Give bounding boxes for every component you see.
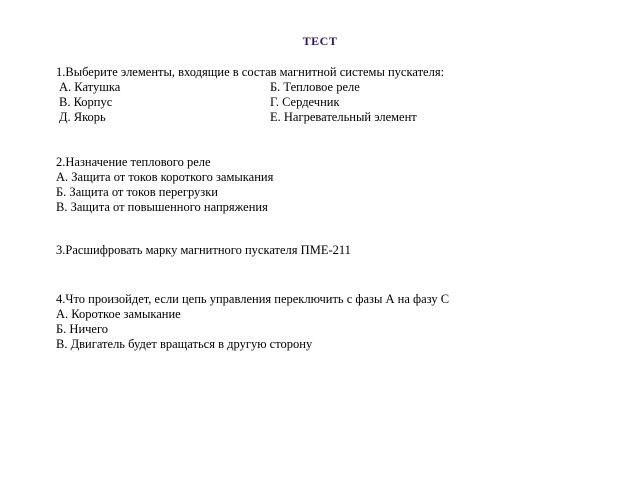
question-2: 2.Назначение теплового реле bbox=[56, 155, 211, 169]
q1-option-b: Б. Тепловое реле bbox=[270, 80, 360, 94]
q4-option-b: Б. Ничего bbox=[56, 322, 109, 336]
page-title: ТЕСТ bbox=[302, 34, 338, 48]
q4-option-a: А. Короткое замыкание bbox=[56, 307, 181, 321]
q1-option-e: Е. Нагревательный элемент bbox=[270, 110, 417, 124]
q2-option-v: В. Защита от повышенного напряжения bbox=[56, 200, 268, 214]
q2-option-b: Б. Защита от токов перегрузки bbox=[56, 185, 218, 199]
question-4: 4.Что произойдет, если цепь управления переключить с фазы А на фазу С bbox=[56, 292, 450, 306]
q1-option-a: А. Катушка bbox=[59, 80, 121, 94]
q1-option-g: Г. Сердечник bbox=[270, 95, 340, 109]
q4-option-v: В. Двигатель будет вращаться в другую сторону bbox=[56, 337, 313, 351]
q2-option-a: А. Защита от токов короткого замыкания bbox=[56, 170, 274, 184]
question-3: 3.Расшифровать марку магнитного пускателя ПМЕ-211 bbox=[56, 243, 351, 257]
question-1: 1.Выберите элементы, входящие в состав магнитной системы пускателя: bbox=[56, 65, 445, 79]
q1-option-d: Д. Якорь bbox=[59, 110, 106, 124]
q1-option-v: В. Корпус bbox=[59, 95, 113, 109]
